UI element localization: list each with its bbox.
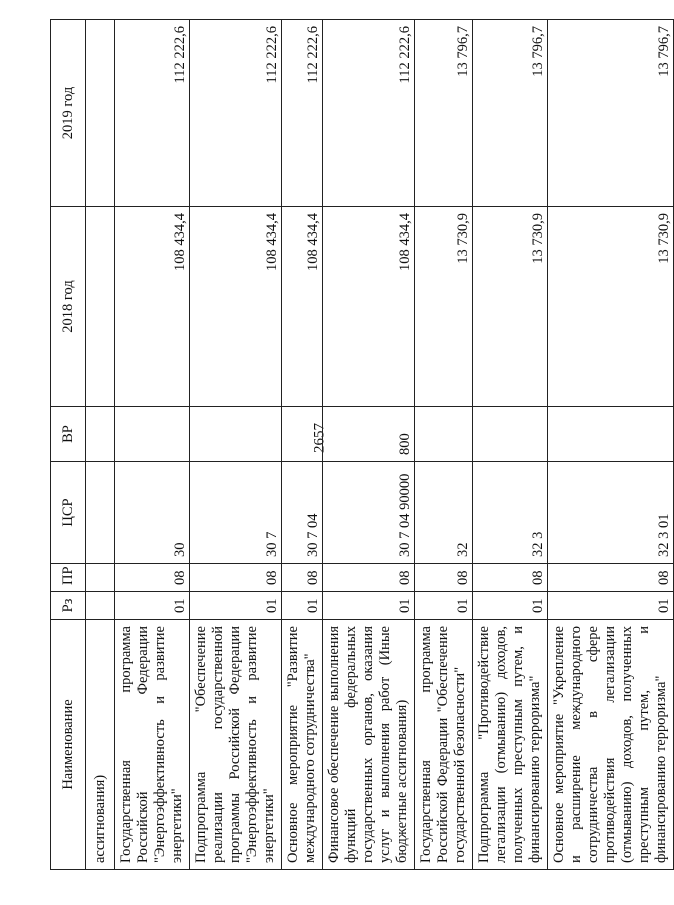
row-2019: 112 222,6	[115, 20, 190, 207]
row-pr: 08	[548, 564, 674, 592]
row-csr: 30	[115, 462, 190, 564]
row-pr: 08	[190, 564, 282, 592]
row-rz: 01	[282, 592, 323, 620]
row-vr	[190, 407, 282, 462]
header-pr: ПР	[51, 564, 86, 592]
table-row	[415, 20, 473, 870]
row-pr: 08	[415, 564, 473, 592]
row-name: Финансовое обеспечение выполнения функций федеральных государственных органов, оказания услуг и выполнения работ (Иные бюджетные ассигнования)	[323, 620, 415, 870]
table-row	[323, 20, 415, 870]
row-2019: 112 222,6	[282, 20, 323, 207]
row-2018: 108 434,4	[115, 207, 190, 407]
table-row	[473, 20, 548, 870]
row-name: Государственная программа Российской Федерации "Обеспечение государственной безопасности"	[415, 620, 473, 870]
budget-table-rotated	[50, 20, 672, 870]
row-2018: 13 730,9	[548, 207, 674, 407]
row-name: Государственная программа Российской Федерации "Энергоэффективность и развитие энергетики"	[115, 620, 190, 870]
header-rz: Рз	[51, 592, 86, 620]
row-vr	[282, 407, 323, 462]
row-csr: 30 7 04 90000	[323, 462, 415, 564]
continuation-row	[86, 20, 115, 870]
row-pr: 08	[323, 564, 415, 592]
row-pr: 08	[473, 564, 548, 592]
row-name: Основное мероприятие "Укрепление и расширение международного сотрудничества в сфере противодействия легализации (отмыванию) доходов, полученных преступным путем, и финансированию терроризма"	[548, 620, 674, 870]
row-rz: 01	[323, 592, 415, 620]
row-2019: 13 796,7	[415, 20, 473, 207]
row-name: Подпрограмма "Противодействие легализации (отмыванию) доходов, полученных преступным путем, и финансированию терроризма"	[473, 620, 548, 870]
budget-table	[50, 19, 674, 870]
header-row	[51, 20, 86, 870]
row-csr: 30 7	[190, 462, 282, 564]
table-row	[548, 20, 674, 870]
row-rz: 01	[115, 592, 190, 620]
row-2018: 108 434,4	[190, 207, 282, 407]
page-number: 2657	[311, 423, 328, 453]
row-rz: 01	[415, 592, 473, 620]
row-2018: 13 730,9	[473, 207, 548, 407]
row-csr: 32 3 01	[548, 462, 674, 564]
row-2019: 13 796,7	[473, 20, 548, 207]
row-pr: 08	[115, 564, 190, 592]
row-2019: 13 796,7	[548, 20, 674, 207]
row-csr: 32	[415, 462, 473, 564]
header-vr: ВР	[51, 407, 86, 462]
header-csr: ЦСР	[51, 462, 86, 564]
header-2019: 2019 год	[51, 20, 86, 207]
row-2019: 112 222,6	[190, 20, 282, 207]
row-2018: 13 730,9	[415, 207, 473, 407]
row-2018: 108 434,4	[282, 207, 323, 407]
row-rz: 01	[190, 592, 282, 620]
row-vr	[548, 407, 674, 462]
row-2019: 112 222,6	[323, 20, 415, 207]
row-pr: 08	[282, 564, 323, 592]
row-rz: 01	[473, 592, 548, 620]
row-vr: 800	[323, 407, 415, 462]
row-name: Подпрограмма "Обеспечение реализации государственной программы Российской Федерации "Энергоэффективность и развитие энергетики"	[190, 620, 282, 870]
header-2018: 2018 год	[51, 207, 86, 407]
row-csr: 32 3	[473, 462, 548, 564]
row-vr	[115, 407, 190, 462]
row-csr: 30 7 04	[282, 462, 323, 564]
header-name: Наименование	[51, 620, 86, 870]
row-2018: 108 434,4	[323, 207, 415, 407]
table-row	[282, 20, 323, 870]
continuation-text: ассигнования)	[86, 620, 115, 870]
row-name: Основное мероприятие "Развитие международного сотрудничества"	[282, 620, 323, 870]
row-rz: 01	[548, 592, 674, 620]
table-row	[190, 20, 282, 870]
table-row	[115, 20, 190, 870]
row-vr	[415, 407, 473, 462]
row-vr	[473, 407, 548, 462]
